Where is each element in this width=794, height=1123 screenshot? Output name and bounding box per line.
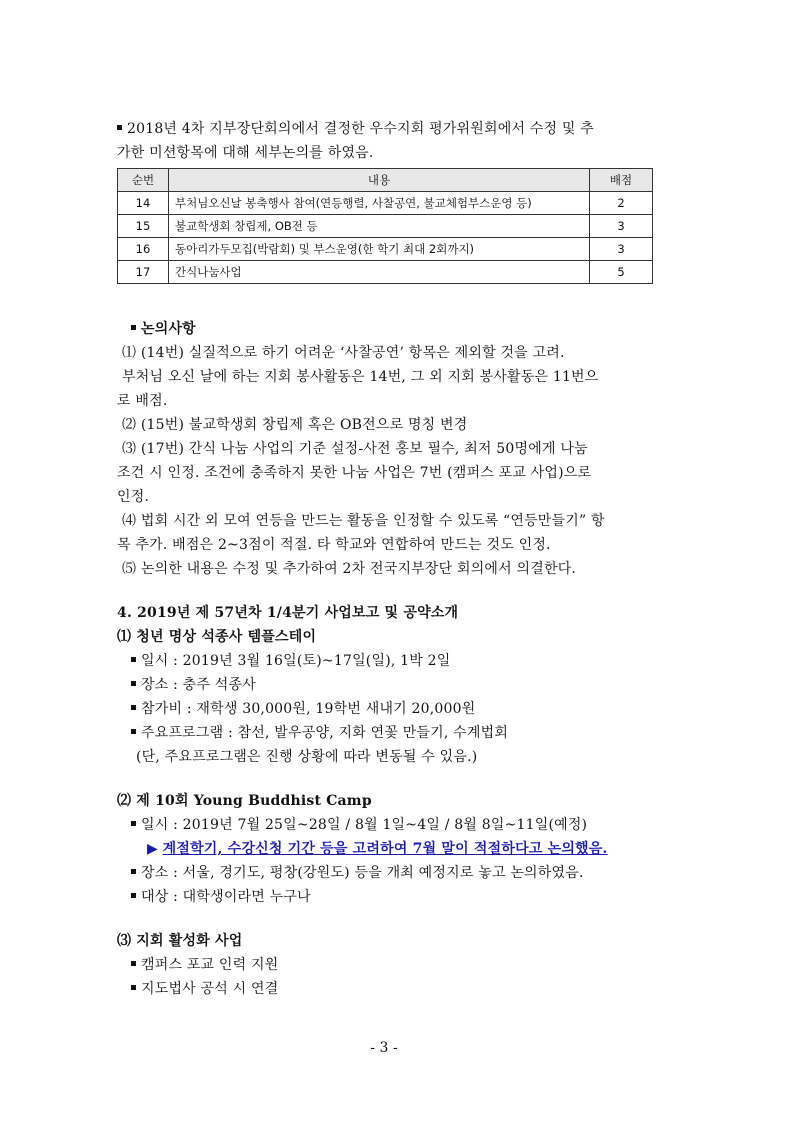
list-item-text: 장소 : 서울, 경기도, 평창(강원도) 등을 개최 예정지로 놓고 논의하였음. (141, 865, 584, 881)
bullet-icon (131, 657, 136, 662)
bullet-icon (131, 985, 136, 990)
table-row (118, 238, 653, 261)
intro-text-1: 2018년 4차 지부장단회의에서 결정한 우수지회 평가위원회에서 수정 및 추 (127, 121, 595, 137)
discussion-line: 인정. (117, 489, 150, 505)
list-item (131, 698, 475, 718)
table-row (118, 261, 653, 284)
table-header-row (118, 169, 653, 192)
list-item-text: 참가비 : 재학생 30,000원, 19학번 새내기 20,000원 (141, 701, 476, 717)
list-item-text: 대상 : 대학생이라면 누구나 (141, 889, 311, 905)
bullet-icon (131, 705, 136, 710)
table-row (118, 192, 653, 215)
sub1-note: (단, 주요프로그램은 진행 상황에 따라 변동될 수 있음.) (136, 749, 478, 765)
intro-line-2 (117, 142, 374, 162)
list-item-text: 지도법사 공석 시 연결 (141, 981, 279, 997)
sub1-title: ⑴ 청년 명상 석종사 템플스테이 (117, 629, 317, 645)
discussion-title (131, 318, 196, 338)
list-item (131, 650, 450, 670)
list-item (131, 722, 508, 742)
sub2-title: ⑵ 제 10회 Young Buddhist Camp (117, 793, 372, 809)
list-item-text: 캠퍼스 포교 인력 지원 (141, 957, 279, 973)
bullet-icon (131, 893, 136, 898)
discussion-line: ⑶ (17번) 간식 나눔 사업의 기준 설정-사전 홍보 필수, 최저 50명에게 나눔 (122, 441, 588, 457)
list-item-text: 주요프로그램 : 참선, 발우공양, 지화 연꽃 만들기, 수계법회 (141, 725, 509, 741)
discussion-line: 조건 시 인정. 조건에 충족하지 못한 나눔 사업은 7번 (캠퍼스 포교 사업)으로 (117, 465, 592, 481)
cell-no: 15 (118, 215, 169, 238)
list-item-text: 일시 : 2019년 3월 16일(토)~17일(일), 1박 2일 (141, 653, 451, 669)
table-row (118, 215, 653, 238)
cell-content: 동아리가두모집(박람회) 및 부스운영(한 학기 최대 2회까지) (169, 238, 590, 261)
section4-title: 4. 2019년 제 57년차 1/4분기 사업보고 및 공약소개 (117, 605, 459, 621)
intro-text-2: 가한 미션항목에 대해 세부논의를 하였음. (117, 145, 374, 161)
cell-score: 2 (590, 192, 653, 215)
discussion-line: ⑵ (15번) 불교학생회 창립제 혹은 OB전으로 명칭 변경 (122, 417, 468, 433)
bullet-icon (131, 325, 136, 330)
list-item-text: 일시 : 2019년 7월 25일~28일 / 8월 1일~4일 / 8월 8일~11일(예정) (141, 817, 588, 833)
bullet-icon (131, 681, 136, 686)
cell-no: 17 (118, 261, 169, 284)
list-item (131, 954, 278, 974)
bullet-icon (131, 961, 136, 966)
list-item (131, 814, 587, 834)
discussion-line: ⑸ 논의한 내용은 수정 및 추가하여 2차 전국지부장단 회의에서 의결한다. (122, 561, 577, 577)
highlight-line (147, 838, 608, 858)
header-content: 내용 (169, 169, 590, 192)
intro-line-1 (117, 118, 594, 138)
list-item (131, 886, 311, 906)
cell-score: 3 (590, 238, 653, 261)
discussion-line: ⑴ (14번) 실질적으로 하기 어려운 ‘사찰공연’ 항목은 제외할 것을 고려. (122, 345, 565, 361)
highlight-text: 계절학기, 수강신청 기간 등을 고려하여 7월 말이 적절하다고 논의했음. (162, 841, 608, 857)
bullet-icon (131, 729, 136, 734)
discussion-line: 부처님 오신 날에 하는 지회 봉사활동은 14번, 그 외 지회 봉사활동은 11번으 (122, 369, 599, 385)
discussion-line: 로 배점. (117, 393, 168, 409)
cell-content: 간식나눔사업 (169, 261, 590, 284)
discussion-line: 목 추가. 배점은 2~3점이 적절. 타 학교와 연합하여 만드는 것도 인정. (117, 537, 551, 553)
list-item (131, 674, 256, 694)
triangle-right-icon: ▶ (147, 841, 158, 857)
header-no: 순번 (118, 169, 169, 192)
header-score: 배점 (590, 169, 653, 192)
cell-score: 3 (590, 215, 653, 238)
cell-content: 부처님오신날 봉축행사 참여(연등행렬, 사찰공연, 불교체험부스운영 등) (169, 192, 590, 215)
discussion-title-text: 논의사항 (141, 321, 196, 337)
cell-content: 불교학생회 창립제, OB전 등 (169, 215, 590, 238)
list-item-text: 장소 : 충주 석종사 (141, 677, 256, 693)
cell-no: 16 (118, 238, 169, 261)
cell-no: 14 (118, 192, 169, 215)
bullet-icon (117, 125, 122, 130)
discussion-line: ⑷ 법회 시간 외 모여 연등을 만드는 활동을 인정할 수 있도록 “연등만들기” 항 (122, 513, 605, 529)
bullet-icon (131, 821, 136, 826)
cell-score: 5 (590, 261, 653, 284)
sub3-title: ⑶ 지회 활성화 사업 (117, 933, 243, 949)
bullet-icon (131, 869, 136, 874)
list-item (131, 862, 584, 882)
page-number: - 3 - (370, 1040, 398, 1056)
mission-table (117, 168, 653, 284)
list-item (131, 978, 278, 998)
